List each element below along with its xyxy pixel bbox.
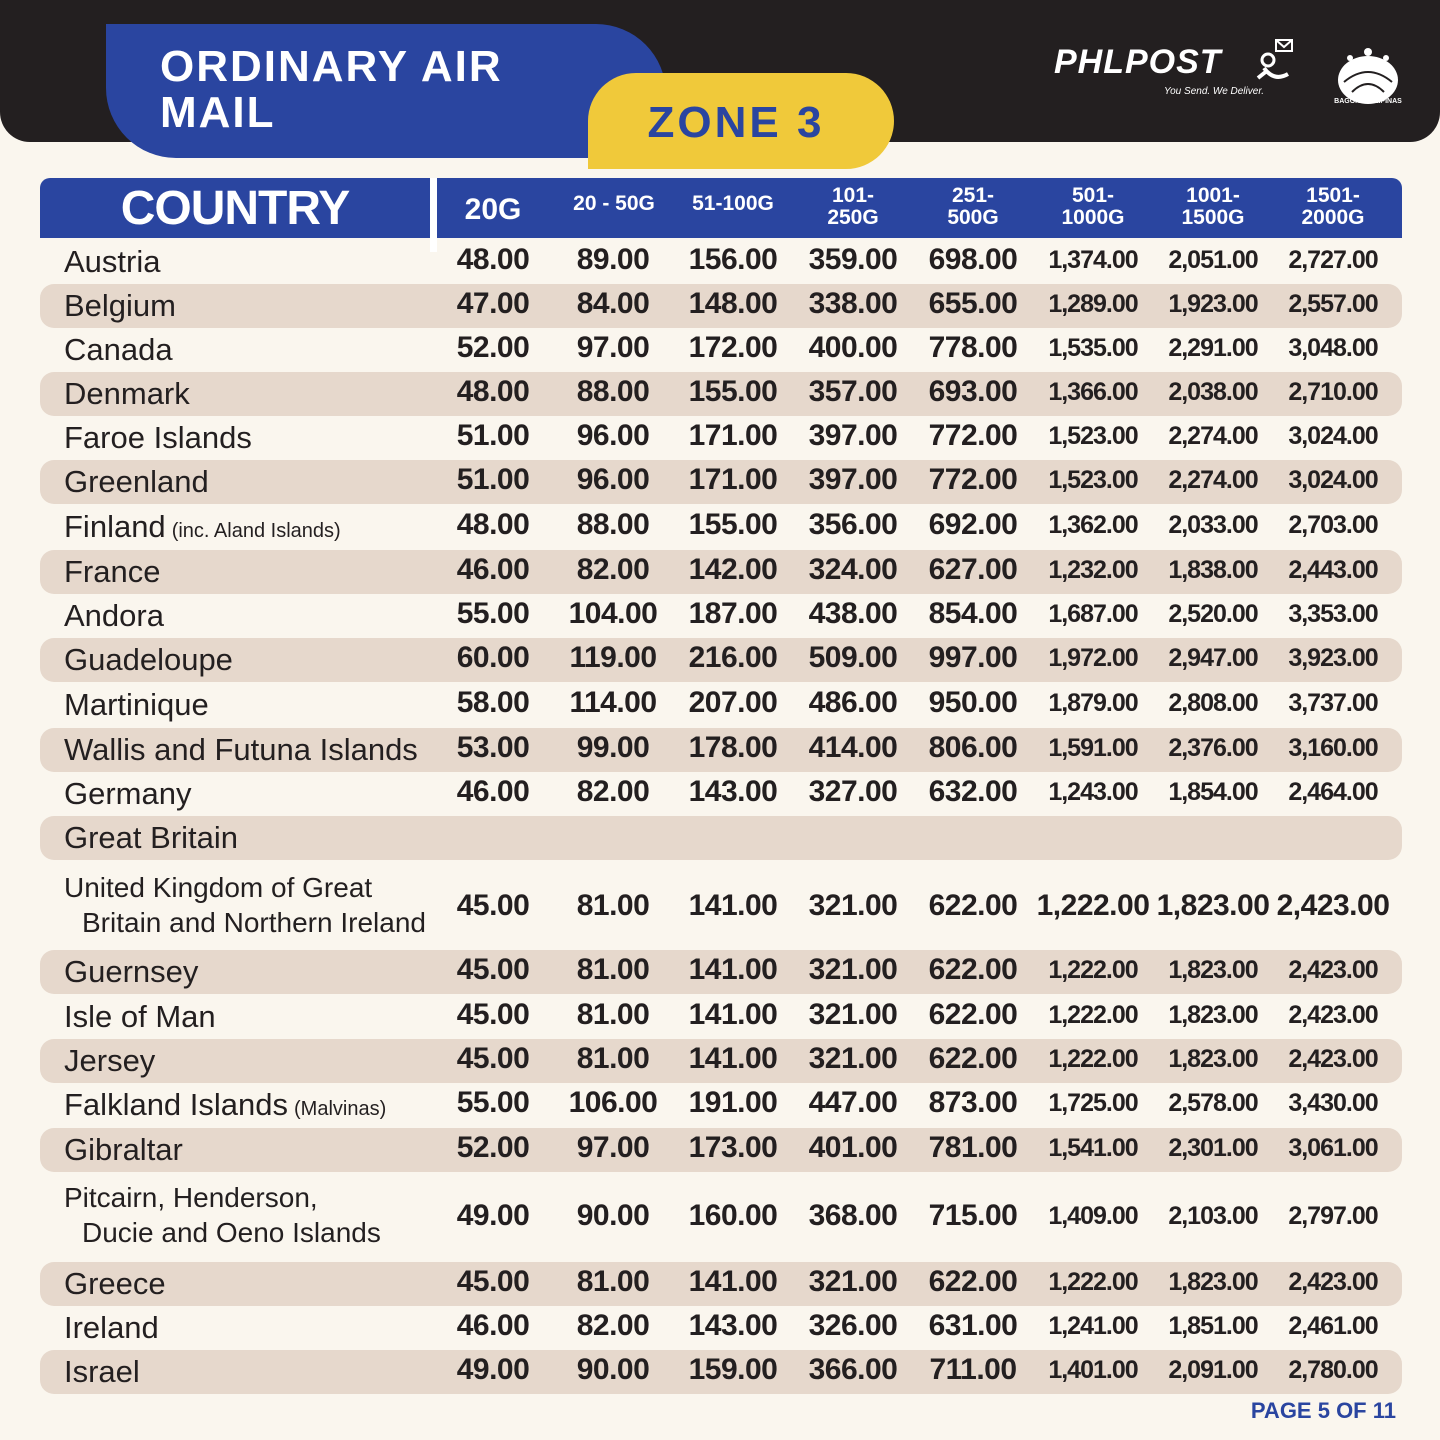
rate-cell: 781.00 (928, 1131, 1018, 1164)
rate-cell: 321.00 (808, 1042, 898, 1075)
rate-cell: 52.00 (456, 1131, 530, 1164)
phlpost-logo (1054, 42, 1314, 102)
runner-icon (1254, 38, 1304, 86)
rate-cell: 2,797.00 (1288, 1202, 1378, 1230)
rate-cell: 368.00 (808, 1199, 898, 1232)
rate-cell: 90.00 (576, 1199, 650, 1232)
country-name (64, 1352, 140, 1392)
rate-cell: 2,291.00 (1168, 334, 1258, 362)
rate-cell: 1,222.00 (1048, 1268, 1138, 1296)
rate-cell: 772.00 (928, 419, 1018, 452)
zone-label: ZONE 3 (647, 98, 825, 147)
rate-cell: 438.00 (808, 597, 898, 630)
country-name (64, 1130, 183, 1170)
rate-cell: 58.00 (456, 686, 530, 719)
rate-cell: 48.00 (456, 375, 530, 408)
country-note: (inc. Aland Islands) (171, 520, 341, 542)
rate-cell: 338.00 (808, 287, 898, 320)
country-name-line-2: Britain and Northern Ireland (82, 907, 426, 938)
title-line-2: MAIL (160, 88, 276, 137)
rate-cell: 1,241.00 (1048, 1312, 1138, 1340)
rate-cell: 2,103.00 (1168, 1202, 1258, 1230)
rate-cell: 148.00 (688, 287, 778, 320)
rate-cell: 715.00 (928, 1199, 1018, 1232)
rate-cell: 324.00 (808, 553, 898, 586)
country-name-text: Andora (64, 598, 164, 633)
rate-cell: 89.00 (576, 243, 650, 276)
rate-cell: 698.00 (928, 243, 1018, 276)
rate-cell: 1,823.00 (1168, 1045, 1258, 1073)
rate-cell: 51.00 (456, 463, 530, 496)
rate-cell: 397.00 (808, 419, 898, 452)
country-name-text: Finland (64, 509, 166, 544)
rate-cell: 1,823.00 (1168, 956, 1258, 984)
rate-cell: 141.00 (688, 998, 778, 1031)
country-name (64, 462, 209, 502)
country-name-line-1: Pitcairn, Henderson, (64, 1182, 318, 1213)
rate-cell: 81.00 (576, 998, 650, 1031)
rate-cell: 778.00 (928, 331, 1018, 364)
rate-cell: 2,423.00 (1288, 1268, 1378, 1296)
column-header-51-100g: 51-100G (692, 192, 774, 215)
rate-cell: 171.00 (688, 419, 778, 452)
rate-cell: 357.00 (808, 375, 898, 408)
rate-cell: 46.00 (456, 553, 530, 586)
rate-cell: 622.00 (928, 953, 1018, 986)
rate-cell: 47.00 (456, 287, 530, 320)
rate-cell: 950.00 (928, 686, 1018, 719)
rate-cell: 141.00 (688, 953, 778, 986)
rate-cell: 711.00 (929, 1353, 1017, 1386)
rate-cell: 45.00 (456, 1265, 530, 1298)
rate-cell: 90.00 (576, 1353, 650, 1386)
rate-cell: 806.00 (928, 731, 1018, 764)
rate-cell: 366.00 (808, 1353, 898, 1386)
rate-cell: 2,423.00 (1276, 889, 1390, 922)
rate-cell: 1,687.00 (1048, 600, 1138, 628)
country-name (64, 330, 173, 370)
rate-cell: 55.00 (456, 1086, 530, 1119)
rate-cell: 2,703.00 (1288, 511, 1378, 539)
rate-cell: 55.00 (456, 597, 530, 630)
country-name-text: Guadeloupe (64, 642, 233, 677)
rate-cell: 1,362.00 (1048, 511, 1138, 539)
rate-cell: 2,947.00 (1168, 644, 1258, 672)
rate-cell: 106.00 (568, 1086, 658, 1119)
rate-cell: 178.00 (688, 731, 778, 764)
rate-cell: 854.00 (928, 597, 1018, 630)
rate-cell: 1,838.00 (1168, 556, 1258, 584)
rate-cell: 82.00 (576, 553, 650, 586)
country-name-text: Belgium (64, 288, 176, 323)
rate-cell: 3,737.00 (1288, 689, 1378, 717)
rate-cell: 1,222.00 (1048, 956, 1138, 984)
column-header-country: COUNTRY (120, 182, 350, 235)
rate-cell: 622.00 (928, 998, 1018, 1031)
rate-cell: 3,061.00 (1288, 1134, 1378, 1162)
seal-label: BAGONG PILIPINAS (1334, 98, 1402, 105)
rate-cell: 2,274.00 (1168, 466, 1258, 494)
rate-cell: 97.00 (576, 331, 650, 364)
logo-wordmark: PHLPOST (1054, 43, 1222, 81)
rate-cell: 88.00 (576, 375, 650, 408)
rate-cell: 400.00 (808, 331, 898, 364)
rate-cell: 3,353.00 (1288, 600, 1378, 628)
rate-cell: 1,409.00 (1048, 1202, 1138, 1230)
rate-cell: 873.00 (928, 1086, 1018, 1119)
column-header-101-250g: 101- 250G (827, 184, 879, 229)
rate-cell: 172.00 (688, 331, 778, 364)
country-name (64, 685, 209, 725)
rate-cell: 46.00 (456, 1309, 530, 1342)
rate-cell: 359.00 (808, 243, 898, 276)
rate-cell: 45.00 (456, 998, 530, 1031)
rate-cell: 2,578.00 (1168, 1089, 1258, 1117)
rate-cell: 96.00 (576, 419, 650, 452)
rate-cell: 52.00 (456, 331, 530, 364)
country-name (64, 596, 164, 636)
country-name (64, 870, 426, 940)
rate-cell: 160.00 (688, 1199, 778, 1232)
rate-cell: 486.00 (808, 686, 898, 719)
rate-cell: 3,160.00 (1288, 734, 1378, 762)
rate-cell: 414.00 (808, 731, 898, 764)
rate-cell: 3,430.00 (1288, 1089, 1378, 1117)
country-name (64, 552, 160, 592)
country-name-text: Denmark (64, 376, 190, 411)
rate-cell: 1,823.00 (1156, 889, 1270, 922)
rate-cell: 155.00 (688, 508, 778, 541)
rate-cell: 3,923.00 (1288, 644, 1378, 672)
rate-cell: 96.00 (576, 463, 650, 496)
rate-cell: 51.00 (456, 419, 530, 452)
rate-cell: 2,423.00 (1288, 1045, 1378, 1073)
rate-cell: 114.00 (569, 686, 657, 719)
column-header-1001-1500g: 1001- 1500G (1181, 184, 1245, 229)
table-row-background (40, 816, 1402, 860)
rate-cell: 693.00 (928, 375, 1018, 408)
rate-cell: 692.00 (928, 508, 1018, 541)
country-name (64, 507, 341, 551)
rate-cell: 45.00 (456, 1042, 530, 1075)
rate-cell: 1,374.00 (1048, 246, 1138, 274)
rate-cell: 2,274.00 (1168, 422, 1258, 450)
rate-cell: 1,541.00 (1048, 1134, 1138, 1162)
rate-cell: 622.00 (928, 1042, 1018, 1075)
rate-cell: 326.00 (808, 1309, 898, 1342)
rate-cell: 2,520.00 (1168, 600, 1258, 628)
rate-cell: 82.00 (576, 1309, 650, 1342)
rate-cell: 321.00 (808, 953, 898, 986)
rate-cell: 207.00 (688, 686, 778, 719)
country-name (64, 640, 233, 680)
rate-cell: 2,301.00 (1168, 1134, 1258, 1162)
rate-cell: 1,523.00 (1048, 466, 1138, 494)
rate-cell: 397.00 (808, 463, 898, 496)
rate-cell: 321.00 (808, 889, 898, 922)
rate-cell: 2,423.00 (1288, 1001, 1378, 1029)
rate-cell: 49.00 (456, 1199, 530, 1232)
rate-cell: 1,879.00 (1048, 689, 1138, 717)
rate-cell: 772.00 (928, 463, 1018, 496)
rate-cell: 141.00 (688, 1042, 778, 1075)
rate-cell: 3,024.00 (1288, 466, 1378, 494)
rate-cell: 622.00 (928, 1265, 1018, 1298)
rate-cell: 155.00 (688, 375, 778, 408)
rate-cell: 3,048.00 (1288, 334, 1378, 362)
rate-cell: 1,535.00 (1048, 334, 1138, 362)
rate-cell: 327.00 (808, 775, 898, 808)
country-note: (Malvinas) (294, 1098, 387, 1120)
country-name-text: Guernsey (64, 954, 199, 989)
rate-cell: 2,033.00 (1168, 511, 1258, 539)
rate-cell: 1,366.00 (1048, 378, 1138, 406)
rate-cell: 1,823.00 (1168, 1001, 1258, 1029)
rate-cell: 1,222.00 (1036, 889, 1150, 922)
country-name (64, 286, 176, 326)
rate-cell: 45.00 (456, 953, 530, 986)
rate-cell: 45.00 (456, 889, 530, 922)
rate-cell: 84.00 (576, 287, 650, 320)
country-name (64, 418, 252, 458)
country-name (64, 1308, 159, 1348)
country-name (64, 242, 160, 282)
country-name-text: Ireland (64, 1310, 159, 1345)
country-name-text: Greenland (64, 464, 209, 499)
country-name-line-2: Ducie and Oeno Islands (82, 1217, 381, 1248)
rate-cell: 81.00 (576, 1042, 650, 1075)
logo-tagline: You Send. We Deliver. (1164, 86, 1265, 97)
rate-cell: 159.00 (688, 1353, 778, 1386)
rate-cell: 2,038.00 (1168, 378, 1258, 406)
country-name (64, 730, 418, 770)
rate-cell: 97.00 (576, 1131, 650, 1164)
rate-cell: 53.00 (456, 731, 530, 764)
rate-cell: 2,051.00 (1168, 246, 1258, 274)
rate-cell: 1,851.00 (1168, 1312, 1258, 1340)
country-name (64, 774, 191, 814)
rate-cell: 321.00 (808, 998, 898, 1031)
column-header-501-1000g: 501- 1000G (1061, 184, 1125, 229)
column-header-20-50g: 20 - 50G (573, 192, 655, 215)
country-name (64, 997, 216, 1037)
rate-cell: 81.00 (576, 1265, 650, 1298)
rate-cell: 2,557.00 (1288, 290, 1378, 318)
rate-cell: 46.00 (456, 775, 530, 808)
country-name (64, 1264, 166, 1304)
rate-cell: 997.00 (928, 641, 1018, 674)
rate-cell: 1,222.00 (1048, 1045, 1138, 1073)
rate-cell: 2,423.00 (1288, 956, 1378, 984)
rate-cell: 3,024.00 (1288, 422, 1378, 450)
country-name-text: Isle of Man (64, 999, 216, 1034)
page-title (160, 44, 600, 136)
rate-cell: 1,823.00 (1168, 1268, 1258, 1296)
country-name (64, 818, 238, 858)
country-name-text: Germany (64, 776, 192, 811)
rate-cell: 2,461.00 (1288, 1312, 1378, 1340)
rate-cell: 1,923.00 (1168, 290, 1258, 318)
rate-cell: 141.00 (688, 889, 778, 922)
rate-cell: 401.00 (808, 1131, 898, 1164)
country-name-text: Falkland Islands (64, 1087, 289, 1122)
rate-cell: 191.00 (688, 1086, 778, 1119)
title-line-1: ORDINARY AIR (160, 42, 503, 91)
rate-cell: 187.00 (688, 597, 778, 630)
rate-cell: 119.00 (569, 641, 657, 674)
rate-cell: 2,727.00 (1288, 246, 1378, 274)
country-name-line-1: United Kingdom of Great (64, 872, 373, 903)
rate-cell: 356.00 (808, 508, 898, 541)
rate-cell: 143.00 (688, 775, 778, 808)
rate-cell: 321.00 (808, 1265, 898, 1298)
rate-cell: 1,972.00 (1048, 644, 1138, 672)
rate-cell: 1,854.00 (1168, 778, 1258, 806)
rate-cell: 82.00 (576, 775, 650, 808)
rate-cell: 2,710.00 (1288, 378, 1378, 406)
rate-cell: 1,232.00 (1048, 556, 1138, 584)
rate-cell: 622.00 (928, 889, 1018, 922)
column-header-1501-2000g: 1501- 2000G (1301, 184, 1365, 229)
rate-cell: 655.00 (928, 287, 1018, 320)
rate-cell: 1,243.00 (1048, 778, 1138, 806)
rate-cell: 81.00 (576, 953, 650, 986)
rate-cell: 60.00 (456, 641, 530, 674)
rate-cell: 173.00 (688, 1131, 778, 1164)
country-name-text: Austria (64, 244, 161, 279)
rate-cell: 2,780.00 (1288, 1356, 1378, 1384)
rate-cell: 142.00 (688, 553, 778, 586)
rate-cell: 48.00 (456, 243, 530, 276)
rate-cell: 1,401.00 (1048, 1356, 1138, 1384)
country-name-text: Canada (64, 332, 173, 367)
country-name-text: Gibraltar (64, 1132, 183, 1167)
rate-cell: 447.00 (808, 1086, 898, 1119)
rate-cell: 1,523.00 (1048, 422, 1138, 450)
country-name (64, 952, 198, 992)
country-name (64, 374, 190, 414)
country-name-text: Martinique (64, 687, 209, 722)
page-number: PAGE 5 OF 11 (1250, 1398, 1396, 1423)
rate-cell: 99.00 (576, 731, 650, 764)
column-header-251-500g: 251- 500G (947, 184, 999, 229)
rate-cell: 2,464.00 (1288, 778, 1378, 806)
rate-cell: 143.00 (688, 1309, 778, 1342)
country-name (64, 1180, 381, 1250)
rate-cell: 2,808.00 (1168, 689, 1258, 717)
country-name-text: Greece (64, 1266, 166, 1301)
rate-cell: 1,289.00 (1048, 290, 1138, 318)
country-name-text: Faroe Islands (64, 420, 252, 455)
country-name-text: Jersey (64, 1043, 156, 1078)
rate-cell: 2,091.00 (1168, 1356, 1258, 1384)
country-name-text: France (64, 554, 161, 589)
rate-cell: 156.00 (688, 243, 778, 276)
rate-cell: 1,725.00 (1048, 1089, 1138, 1117)
rate-cell: 104.00 (568, 597, 658, 630)
country-name (64, 1085, 386, 1129)
rate-cell: 2,376.00 (1168, 734, 1258, 762)
rate-cell: 216.00 (688, 641, 778, 674)
rate-cell: 632.00 (928, 775, 1018, 808)
rate-cell: 171.00 (688, 463, 778, 496)
country-name-text: Great Britain (64, 820, 239, 855)
rate-cell: 2,443.00 (1288, 556, 1378, 584)
rate-cell: 141.00 (688, 1265, 778, 1298)
rate-cell: 49.00 (456, 1353, 530, 1386)
rate-cell: 1,591.00 (1048, 734, 1138, 762)
country-name (64, 1041, 155, 1081)
column-header-20g: 20G (464, 193, 522, 226)
rate-cell: 81.00 (576, 889, 650, 922)
rate-cell: 88.00 (576, 508, 650, 541)
rate-cell: 631.00 (928, 1309, 1018, 1342)
country-name-text: Israel (64, 1354, 140, 1389)
rate-cell: 48.00 (456, 508, 530, 541)
rate-cell: 1,222.00 (1048, 1001, 1138, 1029)
country-name-text: Wallis and Futuna Islands (64, 732, 418, 767)
rate-cell: 627.00 (928, 553, 1018, 586)
rate-cell: 509.00 (808, 641, 898, 674)
